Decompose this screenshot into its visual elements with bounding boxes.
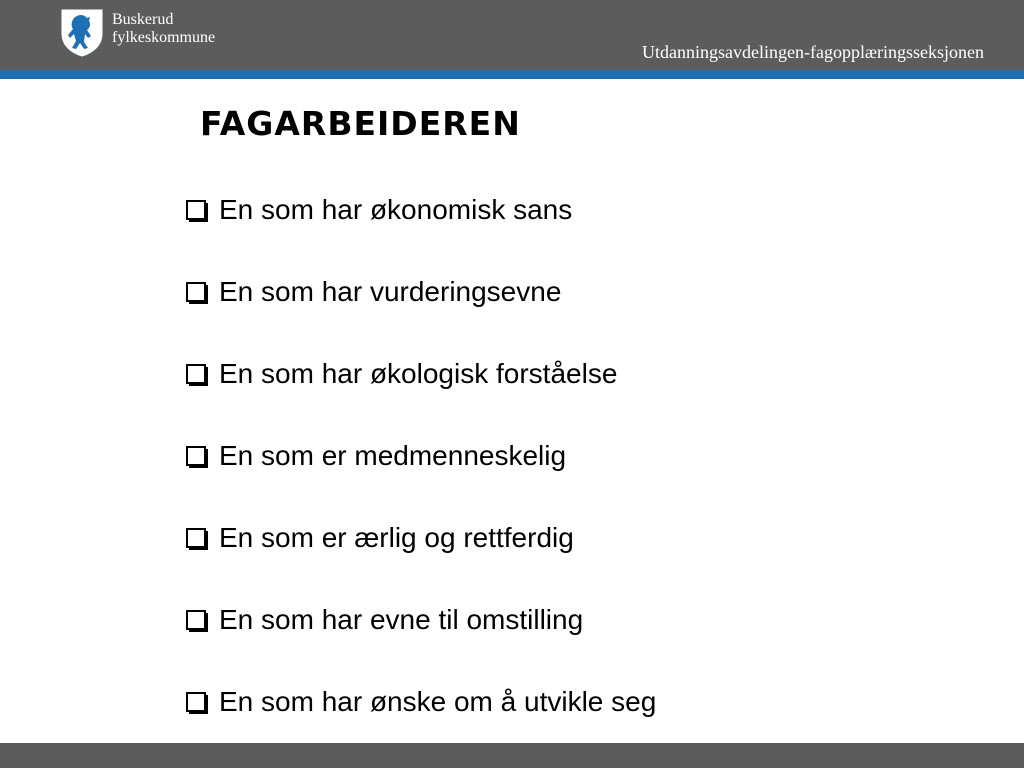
bullet-text: En som har vurderingsevne [219, 276, 562, 307]
checkbox-icon [186, 610, 206, 630]
checkbox-icon [186, 692, 206, 712]
bullet-text: En som er medmenneskelig [219, 440, 567, 471]
bullet-item [186, 678, 656, 726]
bullet-text: En som har økologisk forståelse [219, 358, 618, 389]
bullet-item [186, 186, 656, 234]
checkbox-icon [186, 364, 206, 384]
header-stripe [0, 70, 1024, 79]
bullet-item [186, 596, 656, 644]
bullet-text: En som har evne til omstilling [219, 604, 584, 635]
logo-line-1: Buskerud [112, 11, 174, 28]
bullet-list [186, 186, 656, 760]
bullet-item [186, 514, 656, 562]
shield-lion-icon [60, 8, 104, 58]
slide-title: FAGARBEIDEREN [200, 104, 521, 143]
bullet-item [186, 268, 656, 316]
bullet-item [186, 350, 656, 398]
bullet-text: En som er ærlig og rettferdig [219, 522, 574, 553]
checkbox-icon [186, 282, 206, 302]
logo [60, 8, 240, 58]
logo-text [112, 11, 215, 47]
bullet-item [186, 432, 656, 480]
checkbox-icon [186, 446, 206, 466]
department-name: Utdanningsavdelingen-fagopplæringsseksjonen [642, 42, 984, 62]
footer-bar [0, 743, 1024, 768]
header-bar [0, 0, 1024, 70]
bullet-text: En som har økonomisk sans [219, 194, 573, 225]
checkbox-icon [186, 200, 206, 220]
logo-line-2: fylkeskommune [112, 29, 216, 46]
bullet-text: En som har ønske om å utvikle seg [219, 686, 657, 717]
checkbox-icon [186, 528, 206, 548]
